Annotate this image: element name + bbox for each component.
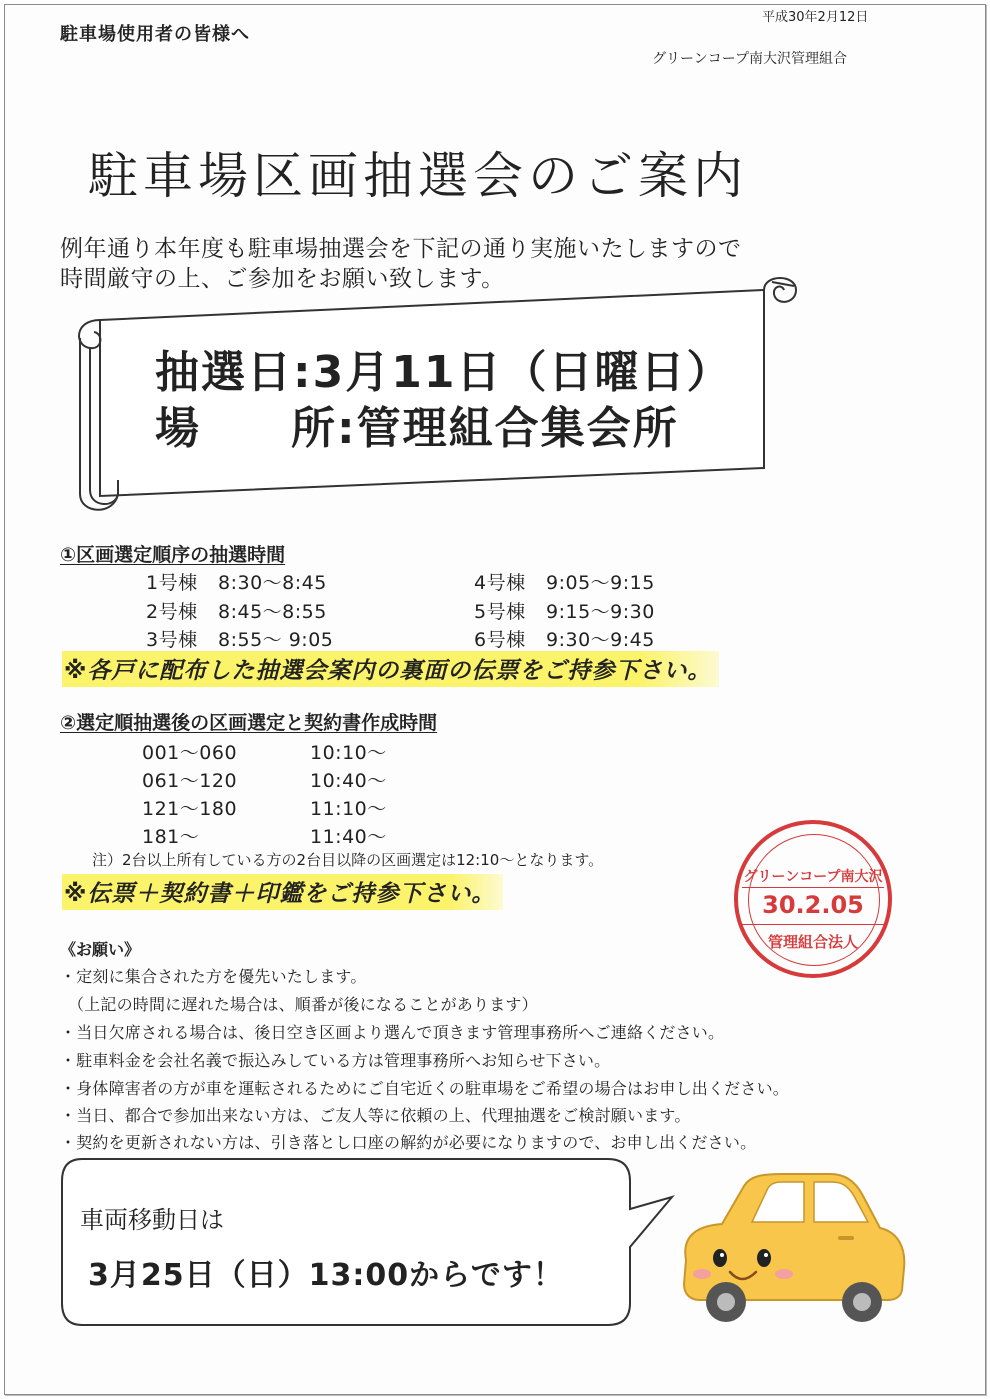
building-name: 4号棟: [474, 572, 526, 594]
range-row: [142, 794, 387, 821]
lottery-time: 9:30〜9:45: [546, 629, 655, 651]
request-item: （上記の時間に遅れた場合は、順番が後になることがあります）: [68, 995, 538, 1014]
lottery-date-line: [155, 336, 732, 400]
stamp-title: 管理組合法人: [767, 933, 858, 951]
stamp-date: 30.2.05: [762, 891, 864, 919]
request-item: ・契約を更新されない方は、引き落とし口座の解約が必要になりますので、お申し出ください。: [60, 1133, 757, 1152]
lottery-date-colon: :: [293, 347, 313, 398]
schedule-row: [146, 625, 333, 652]
lottery-time: 8:45〜8:55: [218, 601, 327, 623]
vehicle-move-date: 3月25日（日）13:00からです！: [88, 1258, 564, 1293]
range-time: 11:10〜: [310, 798, 387, 820]
intro-line-2: 時間厳守の上、ご参加をお願い致します。: [60, 266, 505, 292]
building-name: 2号棟: [146, 601, 198, 623]
schedule-row: [146, 597, 327, 624]
schedule-row: [474, 568, 655, 595]
building-name: 5号棟: [474, 601, 526, 623]
sender-organization: グリーンコープ南大沢管理組合: [652, 51, 848, 67]
venue-label-2: 所: [291, 403, 337, 454]
schedule-row: [474, 597, 655, 624]
lottery-time: 8:30〜8:45: [218, 572, 327, 594]
addressee: 駐車場使用者の皆様へ: [60, 24, 250, 45]
range-time: 10:10〜: [310, 742, 387, 764]
seal-stamp: [734, 820, 892, 978]
intro-line-1: 例年通り本年度も駐車場抽選会を下記の通り実施いたしますので: [60, 236, 742, 262]
stamp-organization: グリーンコープ南大沢: [743, 869, 883, 885]
request-item: ・定刻に集合された方を優先いたします。: [60, 967, 367, 986]
request-item: ・身体障害者の方が車を運転されるためにご自宅近くの駐車場をご希望の場合はお申し出ください。: [60, 1079, 790, 1098]
request-item: ・当日欠席される場合は、後日空き区画より選んで頂きます管理事務所へご連絡ください。: [60, 1023, 725, 1042]
section-2-heading: ②選定順抽選後の区画選定と契約書作成時間: [60, 712, 438, 734]
building-name: 6号棟: [474, 629, 526, 651]
schedule-row: [474, 625, 655, 652]
request-item: ・当日、都合で参加出来ない方は、ご友人等に依頼の上、代理抽選をご検討願います。: [60, 1106, 691, 1125]
range-row: [142, 822, 387, 849]
venue-value: 管理組合集会所: [356, 403, 679, 454]
lottery-time: 9:05〜9:15: [546, 572, 655, 594]
lottery-date-value: 3月11日（日曜日）: [312, 347, 733, 398]
number-range: 181〜: [142, 826, 200, 848]
lottery-venue-line: [155, 392, 679, 456]
lottery-date-label: 抽選日: [155, 347, 293, 398]
number-range: 001〜060: [142, 742, 238, 764]
vehicle-move-label: 車両移動日は: [80, 1206, 224, 1234]
page-title: 駐車場区画抽選会のご案内: [88, 147, 748, 205]
lottery-time: 9:15〜9:30: [546, 601, 655, 623]
range-row: [142, 738, 387, 765]
requests-heading: 《お願い》: [60, 940, 141, 959]
range-time: 11:40〜: [310, 826, 387, 848]
number-range: 121〜180: [142, 798, 238, 820]
lottery-time: 8:55〜 9:05: [218, 629, 334, 651]
speech-bubble: [60, 1157, 680, 1329]
building-name: 1号棟: [146, 572, 198, 594]
venue-colon: :: [337, 403, 357, 454]
schedule-row: [146, 568, 327, 595]
building-name: 3号棟: [146, 629, 198, 651]
request-item: ・駐車料金を会社名義で振込みしている方は管理事務所へお知らせ下さい。: [60, 1051, 611, 1070]
venue-label-1: 場: [155, 403, 201, 454]
section-1-heading: ①区画選定順序の抽選時間: [60, 544, 286, 566]
range-row: [142, 766, 387, 793]
car-illustration-icon: [672, 1168, 912, 1328]
number-range: 061〜120: [142, 770, 238, 792]
highlight-note-1: ※各戸に配布した抽選会案内の裏面の伝票をご持参下さい。: [62, 651, 719, 687]
highlight-note-2: ※伝票＋契約書＋印鑑をご持参下さい。: [62, 874, 503, 910]
range-time: 10:40〜: [310, 770, 387, 792]
multiple-cars-note: 注）2台以上所有している方の2台目以降の区画選定は12:10〜となります。: [92, 851, 604, 869]
document-date: 平成30年2月12日: [762, 10, 869, 25]
